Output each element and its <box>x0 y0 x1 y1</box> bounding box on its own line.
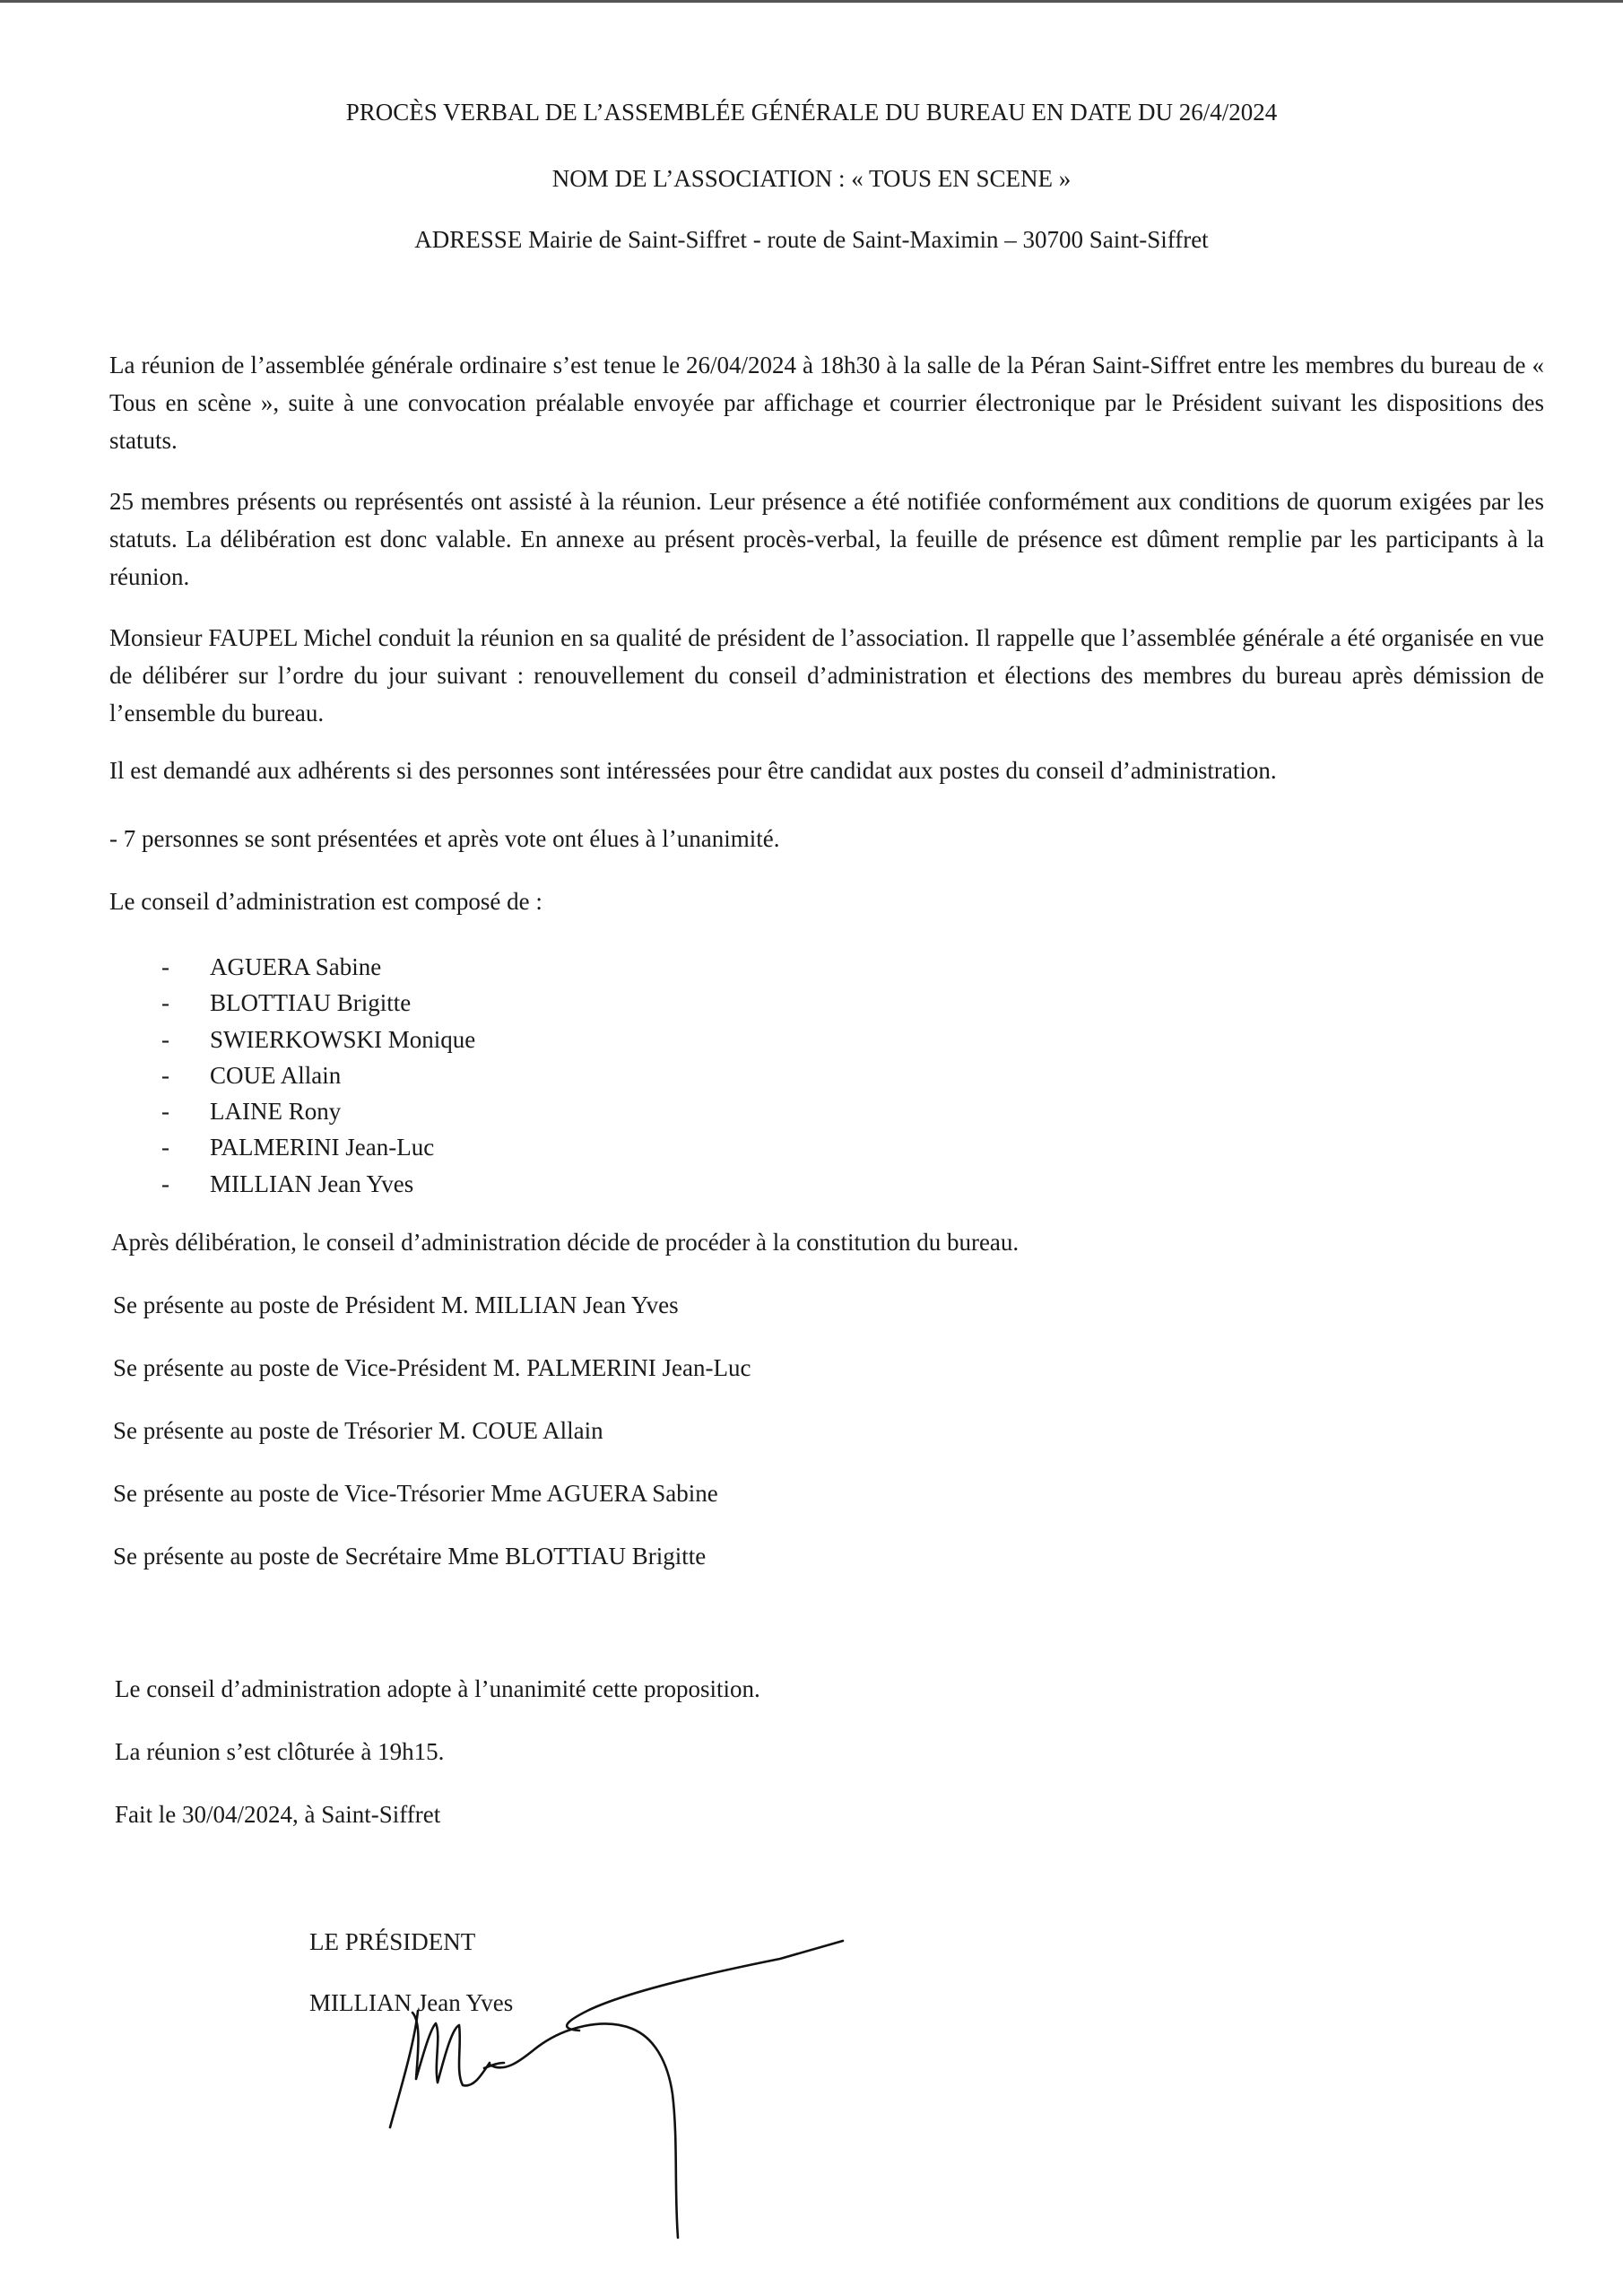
member-name: SWIERKOWSKI Monique <box>210 1025 476 1053</box>
handwritten-signature <box>359 1928 861 2287</box>
document-title: PROCÈS VERBAL DE L’ASSEMBLÉE GÉNÉRALE DU BUREAU EN DATE DU 26/4/2024 <box>345 99 1278 126</box>
office-secretary: Se présente au poste de Secrétaire Mme BLOTTIAU Brigitte <box>113 1543 707 1570</box>
member-name: PALMERINI Jean-Luc <box>210 1134 435 1161</box>
done-at-line: Fait le 30/04/2024, à Saint-Siffret <box>115 1801 441 1828</box>
council-members-list <box>161 949 475 1202</box>
member-name: BLOTTIAU Brigitte <box>210 989 412 1017</box>
office-treasurer: Se présente au poste de Trésorier M. COUE Allain <box>113 1417 603 1444</box>
seven-elected-line: - 7 personnes se sont présentées et après vote ont élues à l’unanimité. <box>109 825 780 852</box>
office-vice-president: Se présente au poste de Vice-Président M. PALMERINI Jean-Luc <box>113 1354 751 1381</box>
list-dash: - <box>161 1061 169 1089</box>
association-name: NOM DE L’ASSOCIATION : « TOUS EN SCENE » <box>551 165 1072 192</box>
list-item <box>161 1057 475 1093</box>
closing-line: La réunion s’est clôturée à 19h15. <box>115 1738 445 1765</box>
association-address: ADRESSE Mairie de Saint-Siffret - route de Saint-Maximin – 30700 Saint-Siffret <box>414 226 1209 253</box>
list-item <box>161 1022 475 1057</box>
list-dash: - <box>161 1098 169 1126</box>
page-top-border <box>0 0 1623 3</box>
list-item <box>161 949 475 985</box>
office-vice-treasurer: Se présente au poste de Vice-Trésorier Mme AGUERA Sabine <box>113 1480 718 1507</box>
list-dash: - <box>161 1170 169 1197</box>
office-president: Se présente au poste de Président M. MILLIAN Jean Yves <box>113 1292 679 1318</box>
paragraph-meeting: La réunion de l’assemblée générale ordinaire s’est tenue le 26/04/2024 à 18h30 à la salle de la Péran Saint-Siffret entre les membres du bureau de « Tous en scène », suite à une convocation préalable envoyée par affichage et courrier électronique par le Président suivant les dispositions des statuts. <box>109 352 1544 454</box>
after-deliberation-line: Après délibération, le conseil d’administration décide de procéder à la constitution du bureau. <box>111 1229 1020 1256</box>
paragraph-quorum: 25 membres présents ou représentés ont assisté à la réunion. Leur présence a été notifiée conformément aux conditions de quorum exigées par les statuts. La délibération est donc valable. En annexe au présent procès-verbal, la feuille de présence est dûment remplie par les participants à la réunion. <box>109 488 1544 590</box>
list-item <box>161 1129 475 1165</box>
list-item <box>161 1093 475 1129</box>
signatory-name: MILLIAN Jean Yves <box>309 1989 514 2016</box>
list-dash: - <box>161 953 169 980</box>
candidates-question: Il est demandé aux adhérents si des personnes sont intéressées pour être candidat aux postes du conseil d’administration. <box>109 757 1277 784</box>
signatory-title: LE PRÉSIDENT <box>309 1928 476 1955</box>
member-name: COUE Allain <box>210 1061 342 1089</box>
council-intro: Le conseil d’administration est composé de : <box>109 888 542 915</box>
list-dash: - <box>161 1025 169 1053</box>
list-item <box>161 1166 475 1202</box>
member-name: LAINE Rony <box>210 1098 342 1126</box>
list-dash: - <box>161 989 169 1017</box>
member-name: AGUERA Sabine <box>210 953 382 980</box>
member-name: MILLIAN Jean Yves <box>210 1170 414 1197</box>
paragraph-president: Monsieur FAUPEL Michel conduit la réunion en sa qualité de président de l’association. Il rappelle que l’assemblée générale a été organisée en vue de délibérer sur l’ordre du jour suivant : renouvellement du conseil d’administration et élections des membres du bureau après démission de l’ensemble du bureau. <box>109 624 1544 726</box>
list-item <box>161 985 475 1021</box>
list-dash: - <box>161 1134 169 1161</box>
adoption-line: Le conseil d’administration adopte à l’unanimité cette proposition. <box>115 1675 760 1702</box>
